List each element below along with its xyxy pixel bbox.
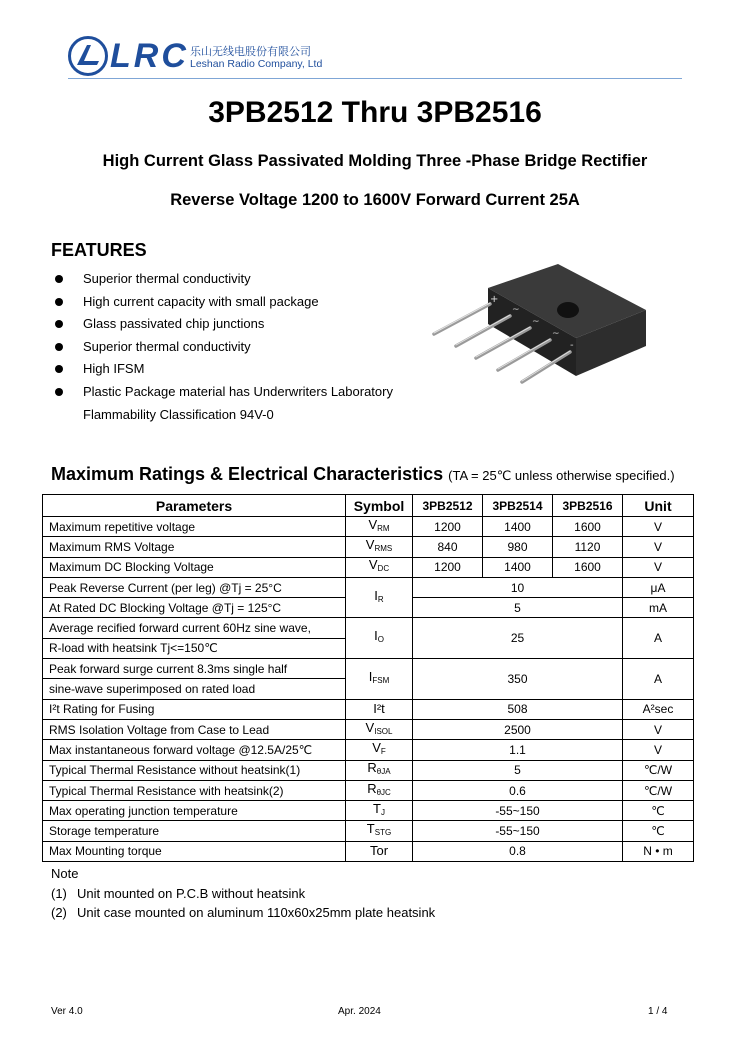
symbol-cell: Tor — [346, 841, 413, 861]
column-header-parameters: Parameters — [43, 495, 346, 517]
symbol-cell: I²t — [346, 699, 413, 719]
symbol-cell: $I_O$ — [346, 618, 413, 659]
feature-item: Glass passivated chip junctions — [51, 315, 393, 338]
bullet-icon — [55, 275, 63, 283]
notes-heading: Note — [51, 866, 79, 881]
company-name-cn: 乐山无线电股份有限公司 — [190, 46, 311, 58]
value-cell: -55~150 — [413, 821, 623, 841]
company-logo — [68, 34, 323, 80]
footer-version: Ver 4.0 — [51, 1006, 83, 1017]
param-cell: R-load with heatsink Tj<=150℃ — [43, 638, 346, 658]
value-cell: 1200 — [413, 517, 483, 537]
table-row — [43, 740, 694, 760]
features-list — [51, 270, 393, 428]
svg-text:~: ~ — [512, 305, 520, 315]
product-package-image — [428, 258, 668, 398]
param-cell: Maximum DC Blocking Voltage — [43, 557, 346, 577]
param-cell: Max instantaneous forward voltage @12.5A/25℃ — [43, 740, 346, 760]
unit-cell: V — [623, 517, 694, 537]
svg-text:~: ~ — [532, 317, 540, 327]
lrc-logo-icon — [68, 35, 108, 77]
table-row — [43, 841, 694, 861]
unit-cell: mA — [623, 598, 694, 618]
features-heading: FEATURES — [51, 240, 147, 260]
param-cell: Storage temperature — [43, 821, 346, 841]
value-cell: 980 — [483, 537, 553, 557]
table-header-row — [43, 495, 694, 517]
table-row — [43, 801, 694, 821]
unit-cell: ℃ — [623, 801, 694, 821]
symbol-cell: $I_R$ — [346, 577, 413, 618]
param-cell: I²t Rating for Fusing — [43, 699, 346, 719]
param-cell: sine-wave superimposed on rated load — [43, 679, 346, 699]
svg-text:-: - — [570, 340, 574, 351]
column-header-unit: Unit — [623, 495, 694, 517]
svg-text:~: ~ — [552, 329, 560, 339]
symbol-cell: $T_J$ — [346, 801, 413, 821]
column-header-symbol: Symbol — [346, 495, 413, 517]
value-cell: 508 — [413, 699, 623, 719]
ratings-section-heading: Maximum Ratings & Electrical Characteristics (TA = 25℃ unless otherwise specified.) — [51, 464, 675, 484]
table-row — [43, 780, 694, 800]
feature-item: Plastic Package material has Underwriters Laboratory — [51, 383, 393, 406]
bullet-icon — [55, 320, 63, 328]
bullet-icon — [55, 388, 63, 396]
unit-cell: A²sec — [623, 699, 694, 719]
unit-cell: ℃/W — [623, 780, 694, 800]
unit-cell: ℃/W — [623, 760, 694, 780]
table-row — [43, 618, 694, 638]
bullet-icon — [55, 343, 63, 351]
value-cell: 1120 — [553, 537, 623, 557]
unit-cell: V — [623, 740, 694, 760]
document-title: 3PB2512 Thru 3PB2516 — [208, 96, 542, 129]
table-row — [43, 557, 694, 577]
param-cell: Average recified forward current 60Hz sine wave, — [43, 618, 346, 638]
feature-item: Superior thermal conductivity — [51, 338, 393, 361]
feature-item: Superior thermal conductivity — [51, 270, 393, 293]
symbol-cell: $I_{FSM}$ — [346, 659, 413, 700]
unit-cell: ℃ — [623, 821, 694, 841]
table-row — [43, 659, 694, 679]
note-item: (1) Unit mounted on P.C.B without heatsink — [51, 885, 306, 901]
unit-cell: V — [623, 537, 694, 557]
param-cell: Peak forward surge current 8.3ms single half — [43, 659, 346, 679]
param-cell: Maximum repetitive voltage — [43, 517, 346, 537]
symbol-cell: $R_{\theta JC}$ — [346, 780, 413, 800]
value-cell: 5 — [413, 760, 623, 780]
symbol-cell: $V_{DC}$ — [346, 557, 413, 577]
table-row — [43, 537, 694, 557]
notes-section — [51, 864, 435, 923]
feature-item: High current capacity with small package — [51, 293, 393, 316]
param-cell: RMS Isolation Voltage from Case to Lead — [43, 719, 346, 739]
param-cell: Maximum RMS Voltage — [43, 537, 346, 557]
feature-item-continuation: Flammability Classification 94V-0 — [83, 406, 274, 422]
value-cell: 350 — [413, 659, 623, 700]
value-cell: 5 — [413, 598, 623, 618]
symbol-cell: $V_F$ — [346, 740, 413, 760]
symbol-cell: $T_{STG}$ — [346, 821, 413, 841]
footer-date: Apr. 2024 — [338, 1006, 381, 1017]
note-item: (2) Unit case mounted on aluminum 110x60x25mm plate heatsink — [51, 905, 436, 920]
subtitle-ratings: Reverse Voltage 1200 to 1600V Forward Current 25A — [170, 191, 580, 209]
company-name-en: Leshan Radio Company, Ltd — [190, 58, 323, 70]
subtitle-description: High Current Glass Passivated Molding Three -Phase Bridge Rectifier — [102, 152, 648, 170]
column-header-3pb2516: 3PB2516 — [553, 495, 623, 517]
unit-cell: A — [623, 659, 694, 700]
column-header-3pb2512: 3PB2512 — [413, 495, 483, 517]
param-cell: At Rated DC Blocking Voltage @Tj = 125°C — [43, 598, 346, 618]
symbol-cell: $R_{\theta JA}$ — [346, 760, 413, 780]
header-divider — [68, 78, 682, 79]
table-row — [43, 719, 694, 739]
param-cell: Typical Thermal Resistance without heatsink(1) — [43, 760, 346, 780]
bullet-icon — [55, 365, 63, 373]
value-cell: 1600 — [553, 557, 623, 577]
value-cell: 1600 — [553, 517, 623, 537]
param-cell: Typical Thermal Resistance with heatsink(2) — [43, 780, 346, 800]
param-cell: Peak Reverse Current (per leg) @Tj = 25°C — [43, 577, 346, 597]
unit-cell: V — [623, 557, 694, 577]
table-row — [43, 699, 694, 719]
symbol-cell: $V_{ISOL}$ — [346, 719, 413, 739]
ratings-table — [42, 494, 694, 862]
feature-item: High IFSM — [51, 360, 393, 383]
value-cell: 1400 — [483, 517, 553, 537]
value-cell: 25 — [413, 618, 623, 659]
value-cell: -55~150 — [413, 801, 623, 821]
value-cell: 10 — [413, 577, 623, 597]
value-cell: 840 — [413, 537, 483, 557]
value-cell: 0.6 — [413, 780, 623, 800]
param-cell: Max operating junction temperature — [43, 801, 346, 821]
param-cell: Max Mounting torque — [43, 841, 346, 861]
unit-cell: V — [623, 719, 694, 739]
value-cell: 1.1 — [413, 740, 623, 760]
unit-cell: N • m — [623, 841, 694, 861]
table-row — [43, 577, 694, 597]
bullet-icon — [55, 298, 63, 306]
table-row — [43, 821, 694, 841]
table-row — [43, 760, 694, 780]
value-cell: 1400 — [483, 557, 553, 577]
value-cell: 2500 — [413, 719, 623, 739]
symbol-cell: $V_{RM}$ — [346, 517, 413, 537]
logo-text: LRC — [110, 37, 189, 75]
symbol-cell: $V_{RMS}$ — [346, 537, 413, 557]
table-row — [43, 517, 694, 537]
svg-text:+: + — [490, 294, 499, 305]
unit-cell: A — [623, 618, 694, 659]
column-header-3pb2514: 3PB2514 — [483, 495, 553, 517]
value-cell: 1200 — [413, 557, 483, 577]
footer-page-number: 1 / 4 — [648, 1006, 668, 1017]
unit-cell: μA — [623, 577, 694, 597]
ratings-condition: (TA = 25℃ unless otherwise specified.) — [448, 468, 675, 483]
value-cell: 0.8 — [413, 841, 623, 861]
